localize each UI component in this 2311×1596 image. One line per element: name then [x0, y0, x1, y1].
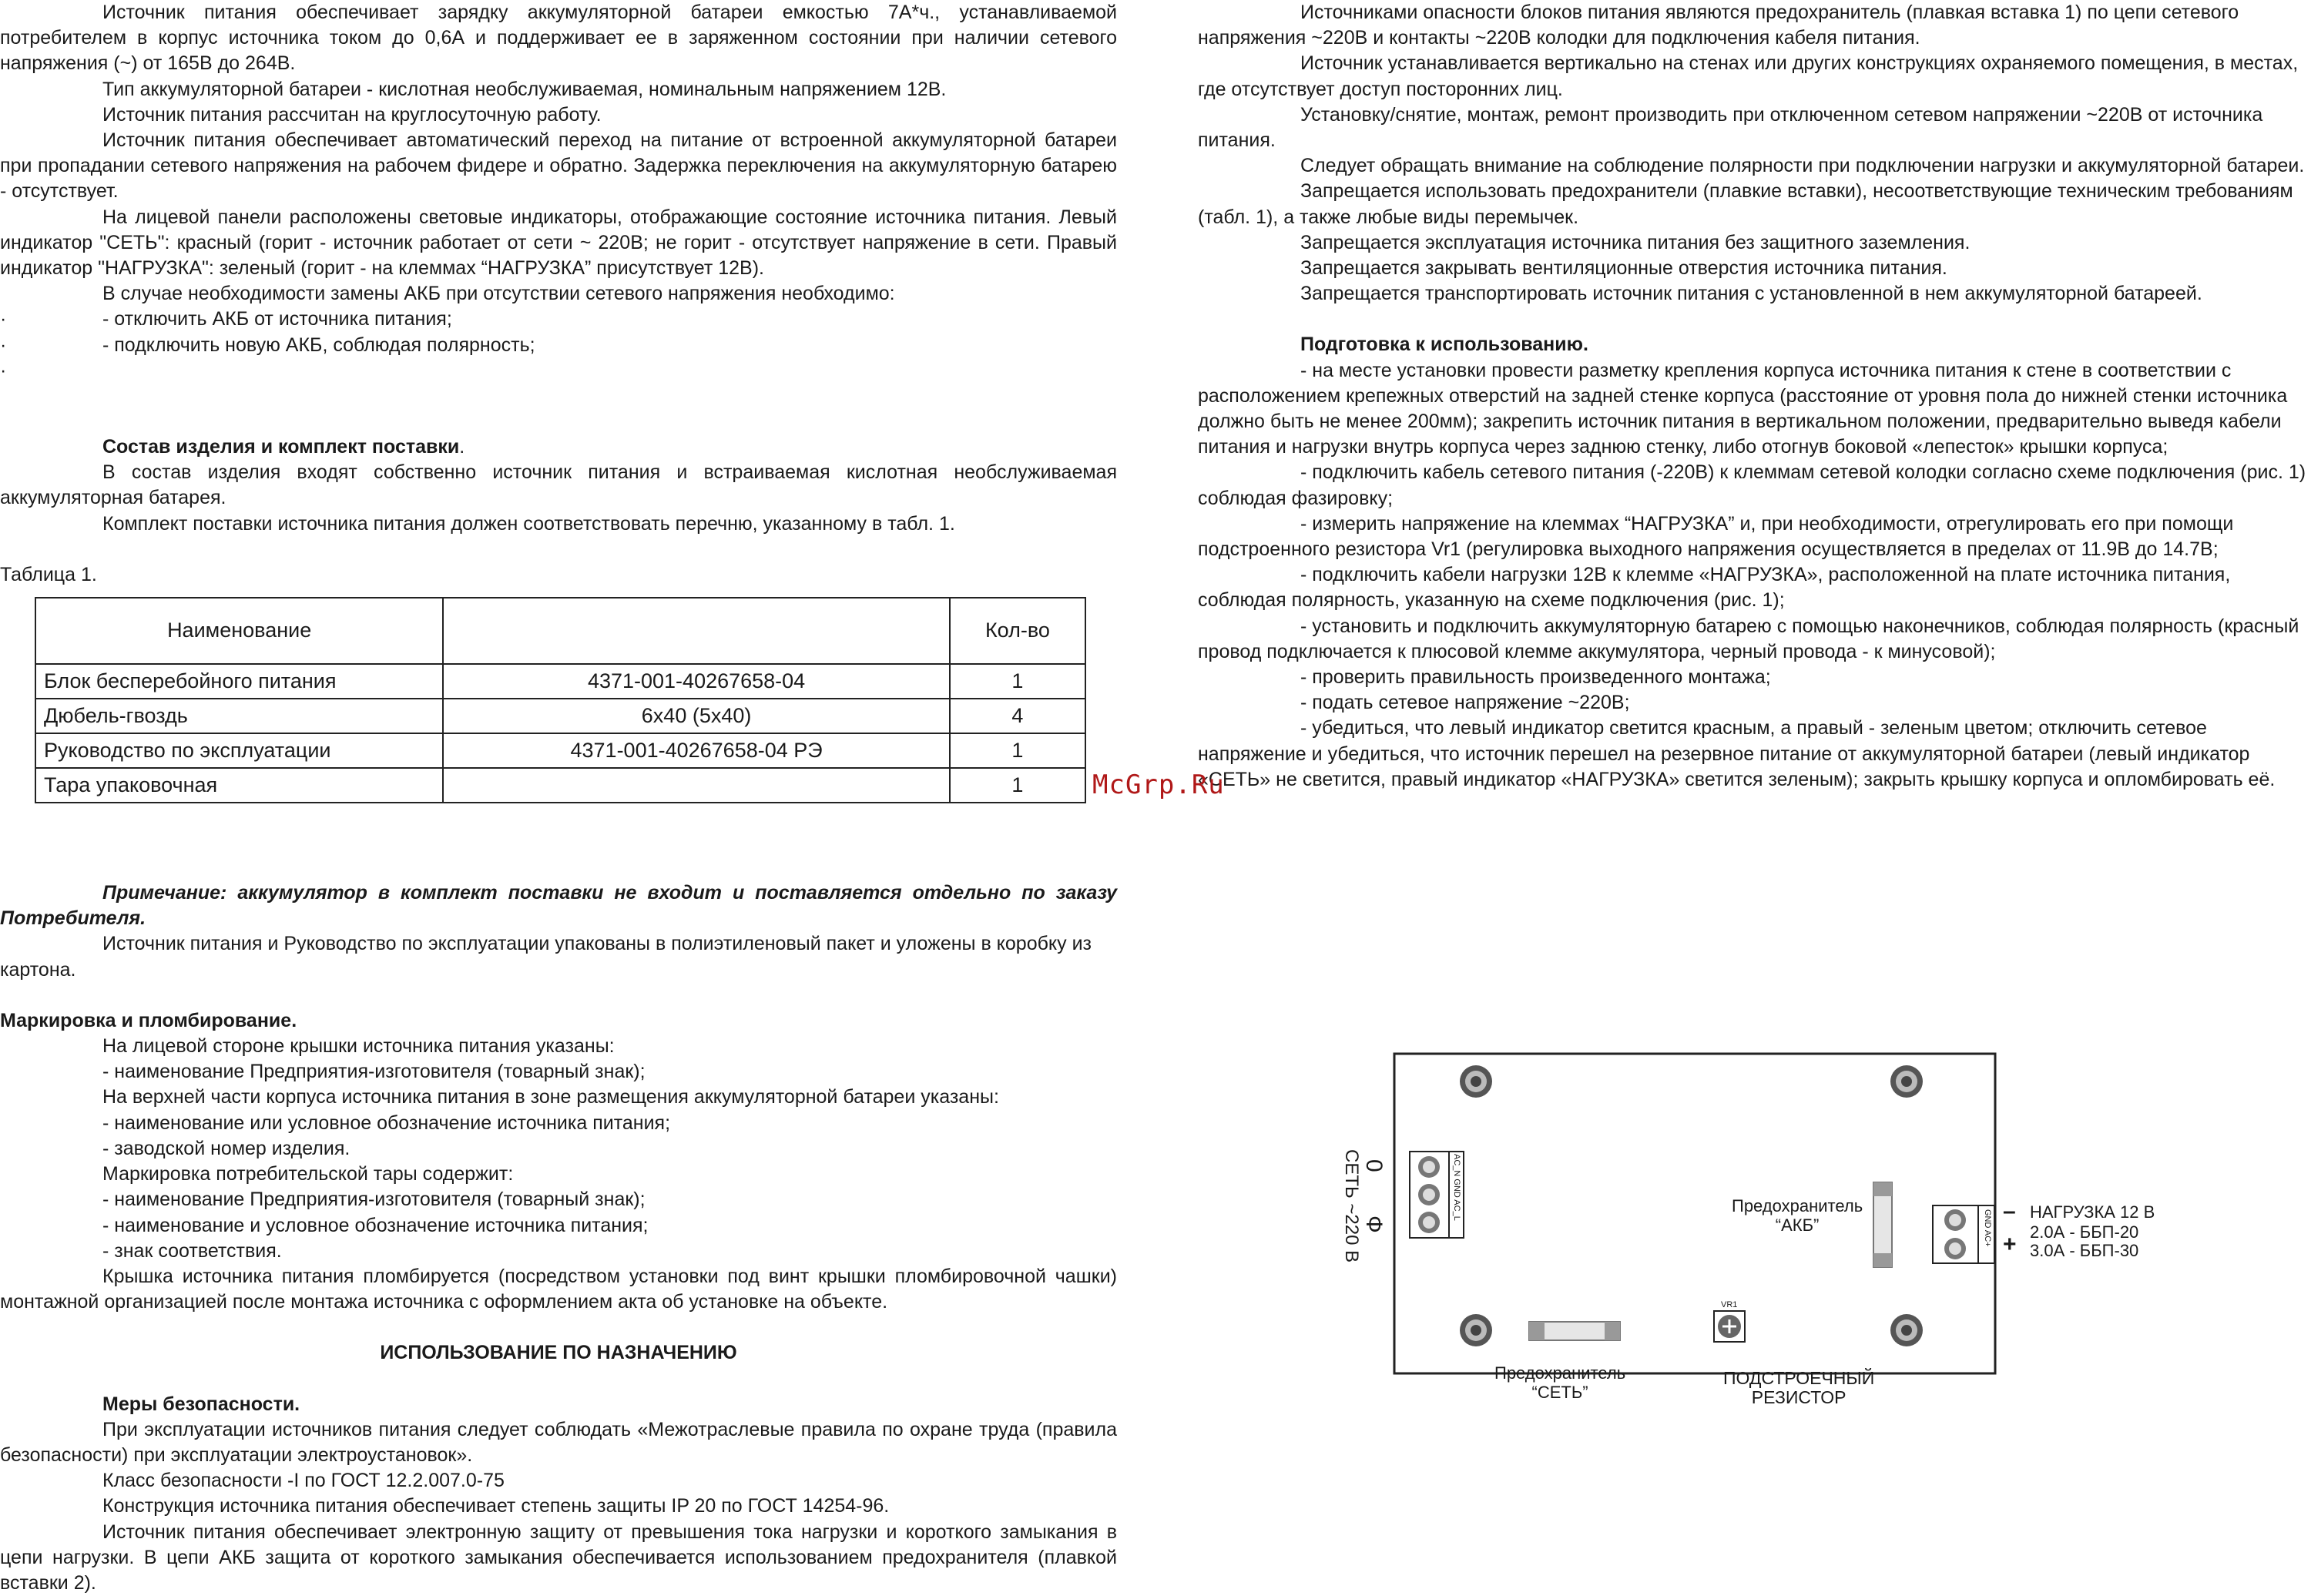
table-cell: 4371-001-40267658-04 РЭ — [443, 733, 950, 768]
list-item-text: - подключить кабели нагрузки 12В к клемме «НАГРУЗКА», расположенной на плате источника питания, соблюдая полярность, указанную на схеме подключения (рис. 1); — [1198, 564, 2231, 612]
list-item — [1198, 460, 2307, 511]
mains-terminal-marking: AC_N GND AC_L — [1452, 1154, 1461, 1221]
marking-title: Маркировка и пломбирование. — [0, 1009, 297, 1031]
table-cell: 4 — [950, 699, 1085, 733]
paragraph: Источник питания обеспечивает автоматический переход на питание от встроенной аккумуляторной батареи при пропадании сетевого напряжения на рабочем фидере и обратно. Задержка переключения на аккумуляторную батарею - отсутствует. — [0, 129, 1117, 203]
table-cell: Блок бесперебойного питания — [35, 664, 443, 699]
paragraph: Следует обращать внимание на соблюдение полярности при подключении нагрузки и аккумуляторной батареи. — [1300, 155, 2305, 177]
right-column — [1198, 0, 2307, 793]
akb-fuse-label-line: “АКБ” — [1775, 1215, 1820, 1235]
list-item — [1198, 511, 2307, 562]
list-item-text: - установить и подключить аккумуляторную батарею с помощью наконечников, соблюдая полярность (красный провод подключается к плюсовой клемме аккумулятора, черный провода - к минусовой); — [1198, 615, 2299, 662]
mains-zero-label: 0 — [1361, 1159, 1387, 1172]
table-row — [35, 699, 1085, 733]
akb-fuse-label — [1732, 1196, 1863, 1235]
paragraph: Класс безопасности -I по ГОСТ 12.2.007.0-75 — [102, 1470, 505, 1492]
list-item-text: - подключить кабель сетевого питания (-220В) к клеммам сетевой колодки согласно схеме подключения (рис. 1) соблюдая фазировку; — [1198, 461, 2306, 509]
connection-diagram — [1310, 1036, 2272, 1437]
list-item — [0, 307, 1117, 332]
list-item-text: - отключить АКБ от источника питания; — [102, 308, 452, 330]
trimmer-label-line: ПОДСТРОЕЧНЫЙ — [1723, 1368, 1875, 1388]
trimmer-label-line: РЕЗИСТОР — [1751, 1387, 1846, 1407]
mains-fuse-icon — [1529, 1322, 1620, 1340]
paragraph: - знак соответствия. — [102, 1239, 282, 1262]
trimmer-label — [1723, 1369, 1874, 1407]
paragraph: В случае необходимости замены АКБ при отсутствии сетевого напряжения необходимо: — [102, 283, 895, 305]
paragraph: Установку/снятие, монтаж, ремонт производить при отключенном сетевом напряжении ~220В от источника питания. — [1198, 103, 2263, 152]
mains-label: СЕТЬ ~220 В — [1341, 1149, 1362, 1263]
paragraph: Тип аккумуляторной батареи - кислотная необслуживаемая, номинальным напряжением 12В. — [102, 78, 947, 100]
paragraph: Источник устанавливается вертикально на стенах или других конструкциях охраняемого помещения, в местах, где отсутствует доступ посторонних лиц. — [1198, 52, 2299, 100]
bullet: · — [0, 334, 7, 356]
paragraph: Источник питания рассчитан на круглосуточную работу. — [102, 103, 602, 126]
table-cell: Руководство по эксплуатации — [35, 733, 443, 768]
table-row — [35, 733, 1085, 768]
usage-title: ИСПОЛЬЗОВАНИЕ ПО НАЗНАЧЕНИЮ — [380, 1342, 737, 1364]
table-header-cell: Кол-во — [950, 598, 1085, 664]
list-item — [1198, 716, 2307, 793]
table-cell: Дюбель-гвоздь — [35, 699, 443, 733]
paragraph: Конструкция источника питания обеспечивает степень защиты IP 20 по ГОСТ 14254-96. — [102, 1495, 890, 1517]
list-item — [1198, 690, 2307, 716]
list-item — [1198, 614, 2307, 665]
left-column — [0, 0, 1117, 1596]
table-header-cell: Наименование — [35, 598, 443, 664]
delivery-table — [35, 597, 1086, 803]
mounting-hole-icon — [1460, 1065, 1492, 1098]
load-title: НАГРУЗКА 12 В — [2030, 1202, 2155, 1222]
list-item-text: - на месте установки провести разметку крепления корпуса источника питания к стене в соответствии с расположением крепежных отверстий на задней стенке корпуса (расстояние от уровня пола до нижней стенки источника должно быть не менее 200мм); закрепить источник питания в вертикальном положении, предварительно выведя кабели питания и нагрузки внутрь корпуса через заднюю стенку, либо отогнув боковой «лепесток» крышки корпуса; — [1198, 359, 2288, 458]
list-item-text — [102, 358, 1117, 384]
table-cell — [443, 768, 950, 803]
table-cell: 1 — [950, 664, 1085, 699]
mains-fuse-label-line: Предохранитель — [1494, 1363, 1626, 1383]
load-terminal-marking: GND AC+ — [1983, 1209, 1992, 1247]
paragraph: Источниками опасности блоков питания являются предохранитель (плавкая вставка 1) по цепи сетевого напряжения ~220В и контакты ~220В колодки для подключения кабеля питания. — [1198, 2, 2239, 49]
paragraph: На лицевой стороне крышки источника питания указаны: — [102, 1035, 615, 1058]
composition-title: Состав изделия и комплект поставки — [102, 436, 460, 458]
load-rating: 3.0А - ББП-30 — [2030, 1241, 2139, 1260]
load-rating: 2.0А - ББП-20 — [2030, 1222, 2139, 1242]
table-cell: 1 — [950, 733, 1085, 768]
paragraph: Запрещается использовать предохранители (плавкие вставки), несоответствующие техническим требованиям (табл. 1), а также любые виды перемычек. — [1198, 180, 2293, 228]
akb-fuse-label-line: Предохранитель — [1732, 1196, 1863, 1215]
mounting-hole-icon — [1460, 1314, 1492, 1346]
table-cell: 6х40 (5х40) — [443, 699, 950, 733]
list-item-text: - проверить правильность произведенного монтажа; — [1300, 666, 1771, 689]
load-minus-sign: – — [2003, 1199, 2016, 1224]
vr1-label: VR1 — [1721, 1300, 1738, 1309]
list-item-text: - измерить напряжение на клеммах “НАГРУЗКА” и, при необходимости, отрегулировать его при помощи подстроенного резистора Vr1 (регулировка выходного напряжения осуществляется в пределах от 11.9В до 14.7В; — [1198, 512, 2234, 561]
paragraph: Маркировка потребительской тары содержит: — [102, 1163, 514, 1185]
akb-fuse-icon — [1873, 1182, 1892, 1267]
bullet: · — [0, 359, 7, 381]
safety-title: Меры безопасности. — [102, 1393, 300, 1415]
table-cell: Тара упаковочная — [35, 768, 443, 803]
mounting-hole-icon — [1890, 1314, 1923, 1346]
paragraph: Крышка источника питания пломбируется (посредством установки под винт крышки пломбировочной чашки) монтажной организацией после монтажа источника с оформлением акта об установке на объекте. — [0, 1265, 1117, 1313]
mains-fuse-label-line: “СЕТЬ” — [1531, 1383, 1588, 1402]
watermark: McGrp.Ru — [1092, 770, 1225, 800]
list-item — [0, 333, 1117, 358]
paragraph: При эксплуатации источников питания следует соблюдать «Межотраслевые правила по охране труда (правила безопасности) при эксплуатации электроустановок». — [0, 1418, 1117, 1466]
table-cell: 1 — [950, 768, 1085, 803]
mounting-hole-icon — [1890, 1065, 1923, 1098]
trimmer-resistor-icon — [1714, 1311, 1745, 1342]
paragraph: - наименование Предприятия-изготовителя (товарный знак); — [102, 1189, 646, 1211]
list-item-text: - убедиться, что левый индикатор светится красным, а правый - зеленым цветом; отключить сетевое напряжение и убедиться, что источник перешел на резервное питание от аккумуляторной батареи (левый индикатор «СЕТЬ» не светится, правый индикатор «НАГРУЗКА» светится зеленым); закрыть крышку корпуса и опломбировать её. — [1198, 717, 2276, 790]
list-item — [1198, 358, 2307, 461]
paragraph: Запрещается транспортировать источник питания с установленной в нем аккумуляторной батареей. — [1300, 283, 2202, 305]
paragraph: На лицевой панели расположены световые индикаторы, отображающие состояние источника питания. Левый индикатор "СЕТЬ": красный (горит - источник работает от сети ~ 220В; не горит - отсутствует напряжение в сети. Правый индикатор "НАГРУЗКА": зеленый (горит - на клеммах “НАГРУЗКА” присутствует 12В). — [0, 206, 1117, 280]
paragraph: Комплект поставки источника питания должен соответствовать перечню, указанному в табл. 1. — [102, 512, 955, 535]
paragraph: Запрещается эксплуатация источника питания без защитного заземления. — [1300, 231, 1971, 253]
paragraph: - наименование или условное обозначение источника питания; — [102, 1112, 671, 1134]
load-plus-sign: + — [2003, 1232, 2017, 1257]
table-header-row — [35, 598, 1085, 664]
list-item — [1198, 562, 2307, 613]
prep-title: Подготовка к использованию. — [1300, 334, 1588, 356]
paragraph: Источник питания и Руководство по эксплуатации упакованы в полиэтиленовый пакет и уложены в коробку из картона. — [0, 933, 1092, 981]
table-header-cell — [443, 598, 950, 664]
mains-fuse-label — [1494, 1363, 1625, 1402]
paragraph: - наименование Предприятия-изготовителя (товарный знак); — [102, 1061, 646, 1083]
paragraph: - заводской номер изделия. — [102, 1137, 351, 1159]
paragraph: Источник питания обеспечивает зарядку аккумуляторной батареи емкостью 7А*ч., устанавливаемой потребителем в корпус источника током до 0,6А и поддерживает ее в заряженном состоянии при наличии сетевого напряжения (~) от 165В до 264В. — [0, 2, 1117, 75]
paragraph: - наименование и условное обозначение источника питания; — [102, 1214, 649, 1236]
table-caption: Таблица 1. — [0, 563, 97, 585]
paragraph: В состав изделия входят собственно источник питания и встраиваемая кислотная необслуживаемая аккумуляторная батарея. — [0, 461, 1117, 509]
list-item-text: - подать сетевое напряжение ~220В; — [1300, 692, 1630, 714]
bullet: · — [0, 308, 7, 330]
list-item — [0, 358, 1117, 384]
note: Примечание: аккумулятор в комплект поставки не входит и поставляется отдельно по заказу Потребителя. — [0, 882, 1117, 930]
table-row — [35, 768, 1085, 803]
mains-phase-label: Ф — [1361, 1215, 1387, 1233]
table-cell: 4371-001-40267658-04 — [443, 664, 950, 699]
section-heading: Состав изделия и комплект поставки. — [102, 436, 465, 458]
paragraph: На верхней части корпуса источника питания в зоне размещения аккумуляторной батареи указаны: — [102, 1086, 999, 1108]
paragraph: Запрещается закрывать вентиляционные отверстия источника питания. — [1300, 257, 1947, 280]
table-row — [35, 664, 1085, 699]
list-item-text: - подключить новую АКБ, соблюдая полярность; — [102, 334, 535, 356]
paragraph: Источник питания обеспечивает электронную защиту от превышения тока нагрузки и короткого замыкания в цепи нагрузки. В цепи АКБ защита от короткого замыкания обеспечивается использованием предохранителя (плавкой вставки 2). — [0, 1521, 1117, 1594]
list-item — [1198, 665, 2307, 690]
